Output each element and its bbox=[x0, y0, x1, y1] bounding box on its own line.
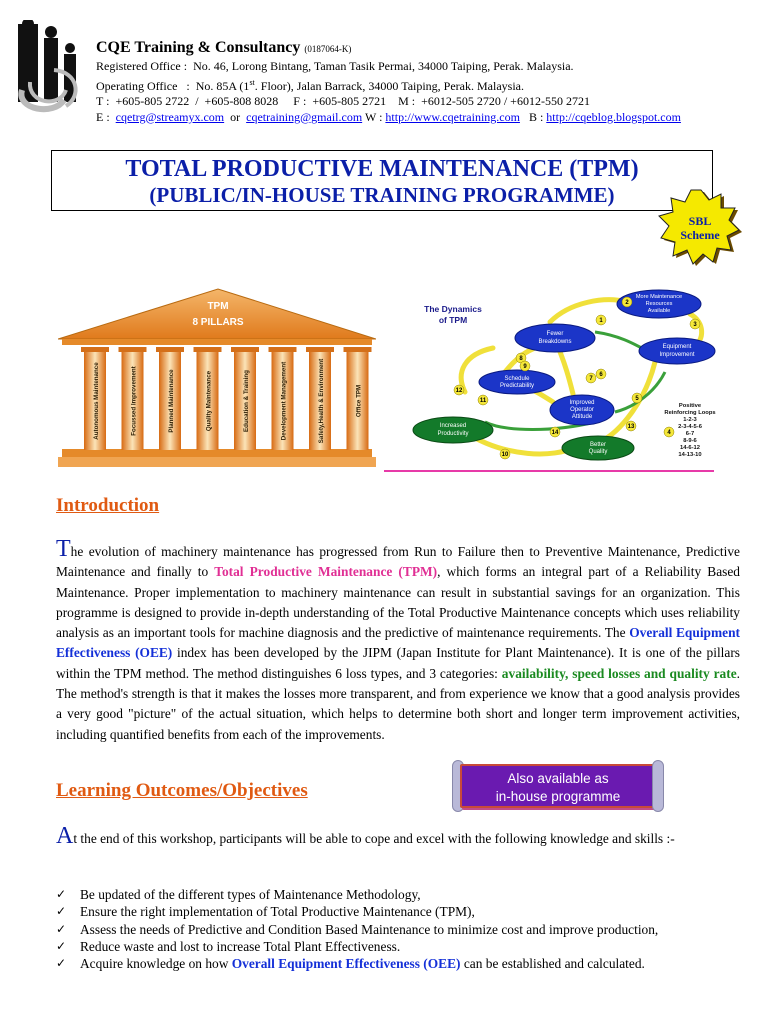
node-schedule-predictability bbox=[479, 370, 555, 394]
operating-address-pre: No. 85A (1 bbox=[195, 78, 250, 93]
blog-link[interactable]: http://cqeblog.blogspot.com bbox=[546, 109, 681, 124]
operating-office: Operating Office : No. 85A (1st. Floor), Jalan Barrack, 34000 Taiping, Perak. Malaysia. bbox=[96, 77, 524, 93]
node-breakdowns-line2: Breakdowns bbox=[538, 339, 572, 345]
last-bullet-post: can be established and calculated. bbox=[460, 956, 645, 972]
loop-entry: 14-6-12 bbox=[680, 445, 700, 451]
node-operator-line2: Operator bbox=[570, 407, 594, 413]
pillar-capital bbox=[156, 347, 184, 352]
node-breakdowns-line1: Fewer bbox=[546, 331, 564, 337]
learning-outcomes-heading: Learning Outcomes/Objectives bbox=[56, 780, 308, 801]
loop-entry: 2-3-4-5-6 bbox=[678, 424, 702, 430]
dynamics-title-line2: of TPM bbox=[438, 315, 468, 325]
intro-text-1: he evolution of machinery maintenance has progressed from Run to Failure then to Preventive Maintenance, Predictive Maintenance and finally to bbox=[56, 544, 740, 580]
list-item-text: Ensure the right implementation of Total Productive Maintenance (TPM), bbox=[80, 904, 475, 920]
loop-number-label: 12 bbox=[455, 388, 463, 395]
intro-categories-highlight: availability, speed losses and quality rate bbox=[501, 665, 737, 681]
registered-office: Registered Office : No. 46, Lorong Bintang, Taman Tasik Permai, 34000 Taiping, Perak. Malaysia. bbox=[96, 59, 574, 73]
pillar-label: Focussed Improvement bbox=[130, 366, 138, 436]
company-header bbox=[96, 38, 756, 125]
temple-pillars bbox=[81, 347, 372, 450]
list-item-text: Reduce waste and lost to increase Total Plant Effectiveness. bbox=[80, 938, 401, 954]
loop-number-label: 10 bbox=[501, 452, 509, 459]
dynamics-title-line1: The Dynamics bbox=[424, 304, 482, 314]
registered-office-label: Registered Office bbox=[96, 59, 181, 73]
list-item bbox=[56, 903, 746, 920]
list-item bbox=[56, 921, 746, 938]
temple-roof-line1: TPM bbox=[207, 301, 229, 312]
loop-number-label: 3 bbox=[693, 322, 697, 329]
intro-text-4: . The method's strength is that it makes the losses more transparent, and from experience we know that a good analysis provides a very good "picture" of the actual situation, which helps to determine both short and longer term improvement activities, including quantified benefits from each of the improvements. bbox=[56, 665, 740, 742]
pillar-label: Planned Maintenance bbox=[168, 369, 175, 433]
title-box bbox=[51, 150, 713, 211]
pillar-capital bbox=[119, 347, 147, 352]
learning-intro-paragraph bbox=[56, 823, 740, 849]
pillar-label: Safety,Health & Environment bbox=[318, 358, 325, 444]
learning-intro-text: t the end of this workshop, participants will be able to cope and excel with the following knowledge and skills :- bbox=[73, 831, 675, 846]
introduction-paragraph bbox=[56, 536, 741, 745]
banner-scroll-right bbox=[652, 760, 664, 812]
pillar-capital bbox=[231, 347, 259, 352]
loop-number-label: 6 bbox=[599, 372, 603, 379]
node-schedule-line1: Schedule bbox=[504, 376, 530, 382]
loop-number-label: 14 bbox=[551, 430, 559, 437]
website-link[interactable]: http://www.cqetraining.com bbox=[385, 109, 520, 124]
last-bullet-oee-highlight: Overall Equipment Effectiveness (OEE) bbox=[231, 956, 461, 972]
sbl-scheme-badge bbox=[658, 188, 744, 270]
check-icon: ✓ bbox=[56, 887, 67, 901]
node-fewer-breakdowns bbox=[515, 324, 595, 352]
node-equipment-line1: Equipment bbox=[662, 344, 692, 350]
node-equipment-line2: Improvement bbox=[659, 352, 695, 358]
loop-number-label: 7 bbox=[589, 376, 593, 383]
loop-number-label: 4 bbox=[667, 430, 671, 437]
introduction-heading: Introduction bbox=[56, 495, 160, 516]
intro-tpm-highlight: Total Productive Maintenance (TPM) bbox=[214, 564, 438, 580]
company-line bbox=[96, 38, 756, 59]
email-link-1[interactable]: cqetrg@streamyx.com bbox=[115, 109, 225, 124]
pillar-label: Office TPM bbox=[355, 384, 363, 418]
loop-entry: 1-2-3 bbox=[683, 417, 697, 423]
node-resources-line2: Resources bbox=[645, 301, 673, 307]
operating-address-sup: st bbox=[249, 77, 255, 87]
contact-line bbox=[96, 110, 756, 126]
inhouse-banner-body bbox=[460, 764, 656, 808]
inhouse-line2: in-house programme bbox=[495, 789, 621, 804]
intro-text-2: , which forms an integral part of a Reliability Based Maintenance. Proper implementation to machinery maintenance can result in substantial savings for an organization. This programme is designed to provide in-depth understanding of the Total Productive Maintenance concepts which uses reliability analysis as an important tools for machine diagnosis and the predictive of maintenance requirements. The bbox=[56, 564, 740, 641]
sbl-badge-line1: SBL bbox=[688, 214, 712, 228]
list-item bbox=[56, 886, 746, 903]
pillar-label: Development Management bbox=[280, 361, 288, 441]
operating-office-label: Operating Office bbox=[96, 78, 178, 93]
sbl-badge-line2: Scheme bbox=[680, 228, 720, 242]
list-item bbox=[56, 938, 746, 955]
page-title: TOTAL PRODUCTIVE MAINTENANCE (TPM) bbox=[125, 156, 639, 182]
blog-label: B : bbox=[528, 109, 544, 124]
loop-number-label: 5 bbox=[635, 396, 639, 403]
or-text: or bbox=[230, 109, 241, 124]
operating-address-post: . Floor), Jalan Barrack, 34000 Taiping, Perak. Malaysia. bbox=[254, 78, 524, 93]
list-item-text: Assess the needs of Predictive and Condition Based Maintenance to minimize cost and improve production, bbox=[80, 921, 659, 937]
phone-line: T : +605-805 2722 / +605-808 8028 F : +605-805 2721 M : +6012-505 2720 / +6012-550 2721 bbox=[96, 94, 590, 109]
list-item-text: Be updated of the different types of Maintenance Methodology, bbox=[80, 887, 421, 902]
node-increased-productivity bbox=[413, 417, 493, 443]
email-label: E : bbox=[96, 109, 110, 124]
web-label: W : bbox=[364, 109, 383, 124]
loop-title-line2: Reinforcing Loops bbox=[664, 410, 716, 416]
node-operator-line1: Improved bbox=[569, 400, 595, 406]
intro-text-3: index has been developed by the JIPM (Japan Institute for Plant Maintenance). It is one of the pillars within the TPM method. The method distinguishes 6 loss types, and 3 categories: bbox=[56, 645, 741, 681]
tpm-pillars-illustration bbox=[58, 287, 376, 474]
node-schedule-line2: Predictability bbox=[499, 383, 535, 389]
inhouse-programme-banner bbox=[452, 758, 672, 816]
pillar-label: Quality Maintenance bbox=[205, 370, 213, 432]
company-reg-no: (0187064-K) bbox=[304, 44, 352, 54]
node-resources-line1: More Maintenance bbox=[635, 294, 683, 300]
divider-line bbox=[384, 470, 714, 472]
temple-roof-line2: 8 PILLARS bbox=[192, 317, 244, 328]
learning-outcomes-list bbox=[56, 886, 746, 972]
pillar-capital bbox=[269, 347, 297, 352]
loop-number-label: 11 bbox=[479, 398, 487, 405]
introduction-dropcap: T bbox=[56, 536, 71, 562]
node-resources-line3: Available bbox=[647, 308, 671, 314]
company-name: CQE Training & Consultancy bbox=[96, 39, 301, 56]
loop-number-label: 9 bbox=[523, 364, 527, 371]
last-bullet-pre: Acquire knowledge on how bbox=[80, 956, 232, 972]
node-productivity-line1: Increased bbox=[439, 423, 467, 429]
check-icon: ✓ bbox=[56, 921, 67, 936]
pillar-capital bbox=[81, 347, 109, 352]
list-item bbox=[56, 955, 746, 972]
loop-number-label: 1 bbox=[599, 318, 603, 325]
check-icon: ✓ bbox=[56, 938, 67, 953]
pillar-label: Autonomous Maintenance bbox=[93, 362, 100, 440]
page-subtitle: (PUBLIC/IN-HOUSE TRAINING PROGRAMME) bbox=[149, 183, 615, 207]
pillar-capital bbox=[344, 347, 372, 352]
cqe-logo bbox=[14, 20, 86, 116]
loop-number-label: 13 bbox=[627, 424, 635, 431]
loop-entry: 8-9-6 bbox=[683, 438, 697, 444]
tpm-dynamics-diagram bbox=[405, 282, 725, 462]
intro-oee-highlight: Overall Equipment Effectiveness (OEE) bbox=[56, 625, 740, 661]
learning-dropcap: A bbox=[56, 823, 74, 849]
pillar-capital bbox=[194, 347, 222, 352]
inhouse-line1: Also available as bbox=[507, 771, 609, 786]
loop-title-line1: Positive bbox=[678, 403, 702, 409]
pillar-label: Education & Training bbox=[243, 370, 250, 432]
pillar-capital bbox=[306, 347, 334, 352]
loop-entry: 6-7 bbox=[685, 431, 695, 437]
email-link-2[interactable]: cqetraining@gmail.com bbox=[246, 109, 363, 124]
loop-entry: 14-13-10 bbox=[678, 452, 702, 458]
registered-office-address: No. 46, Lorong Bintang, Taman Tasik Permai, 34000 Taiping, Perak. Malaysia. bbox=[193, 59, 574, 73]
node-quality-line1: Better bbox=[589, 442, 607, 448]
node-equipment-improvement bbox=[639, 338, 715, 364]
loop-number-label: 8 bbox=[519, 356, 523, 363]
check-icon: ✓ bbox=[56, 956, 67, 971]
node-better-quality bbox=[562, 436, 634, 460]
loop-number-label: 2 bbox=[625, 300, 629, 307]
node-operator-attitude bbox=[550, 395, 614, 425]
node-productivity-line2: Productivity bbox=[437, 431, 469, 437]
node-quality-line2: Quality bbox=[588, 449, 608, 455]
check-icon: ✓ bbox=[56, 904, 67, 919]
node-operator-line3: Attitude bbox=[571, 414, 593, 420]
